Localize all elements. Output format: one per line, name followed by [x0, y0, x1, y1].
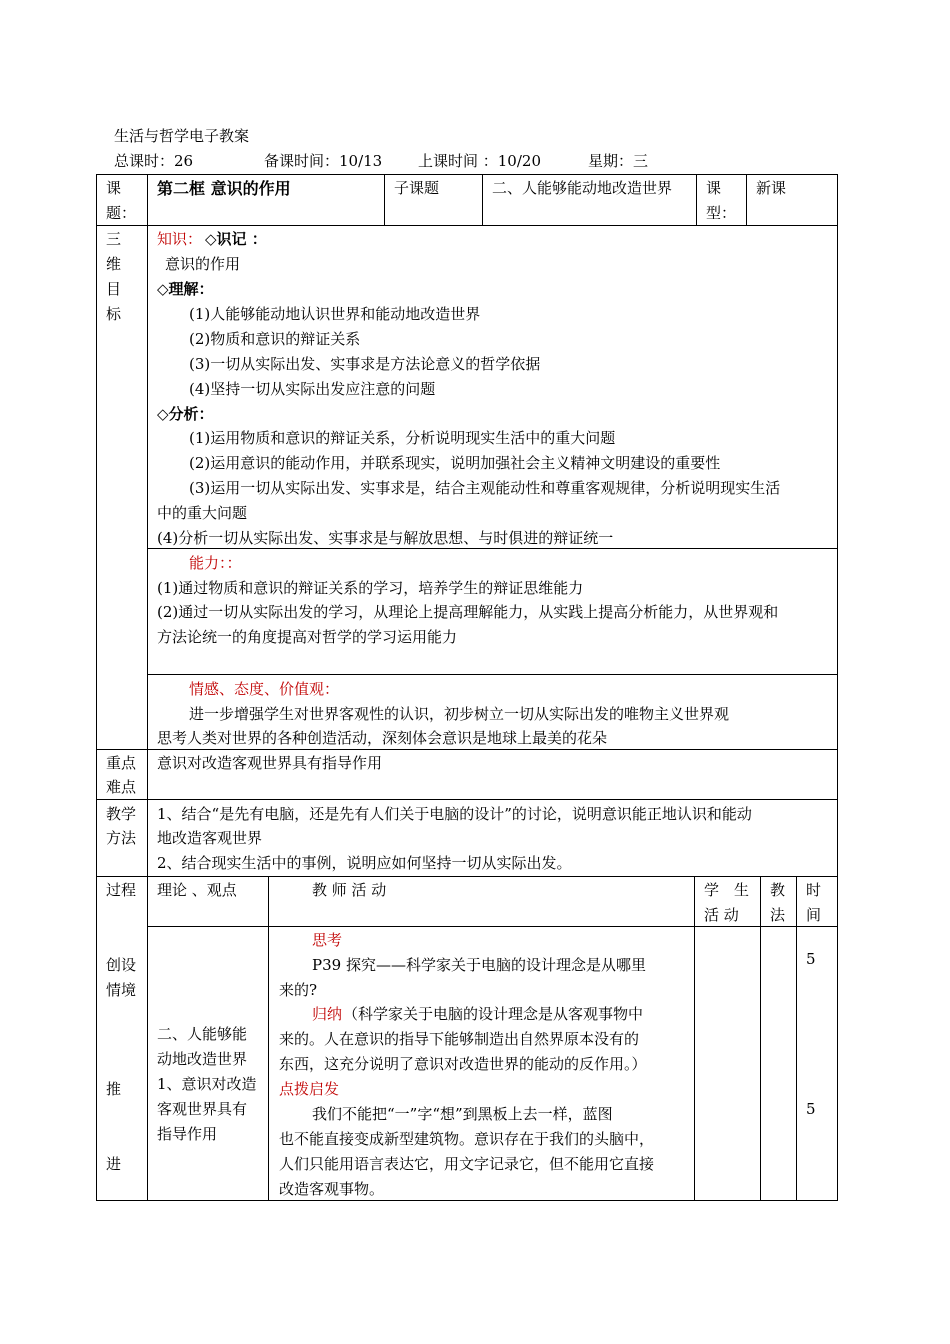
understand-item: (1)人能够能动地认识世界和能动地改造世界 [189, 305, 481, 323]
analyze-item: (4)分析一切从实际出发、实事求是与解放思想、与时俱进的辩证统一 [157, 529, 614, 547]
hint-line: 也不能直接变成新型建筑物。意识存在于我们的头脑中， [279, 1130, 655, 1148]
time-value: 5 [806, 1100, 816, 1118]
knowledge-label: 知识： [157, 230, 203, 248]
analyze-label: ◇分析： [157, 405, 214, 423]
stage-label: 创设 [106, 956, 137, 974]
key-points-label: 重点 [106, 754, 137, 772]
subtopic-label: 子课题 [394, 179, 440, 197]
summary-line: （科学家关于电脑的设计理念是从客观事物中 [343, 1005, 644, 1023]
header-meta [114, 149, 814, 173]
stage-label: 情境 [106, 981, 137, 999]
type-label: 课 [706, 179, 722, 197]
stage-label: 进 [106, 1155, 122, 1173]
theory-line: 动地改造世界 [157, 1050, 248, 1068]
weekday: 星期：三 [588, 152, 649, 170]
summary-line: 来的。人在意识的指导下能够制造出自然界原本没有的 [279, 1030, 640, 1048]
memorize-item: 意识的作用 [165, 255, 241, 273]
method-label: 教学 [106, 805, 137, 823]
think-label: 思考 [312, 931, 343, 949]
memorize-label: ◇识记 ： [205, 230, 267, 248]
class-time: 上课时间 ：10/20 [418, 152, 541, 170]
emotion-item: 思考人类对世界的各种创造活动，深刻体会意识是地球上最美的花朵 [157, 729, 608, 747]
stage-label: 推 [106, 1080, 122, 1098]
analyze-item: (3)运用一切从实际出发、实事求是，结合主观能动性和尊重客观规律，分析说明现实生活 [189, 479, 781, 497]
theory-header: 理论 、观点 [157, 881, 237, 899]
time-header: 时 [806, 881, 822, 899]
think-line: P39 探究——科学家关于电脑的设计理念是从哪里 [312, 956, 646, 974]
method-header-2: 法 [770, 906, 786, 924]
time-header-2: 间 [806, 906, 822, 924]
process-header: 过程 [106, 881, 137, 899]
ability-label: 能力：： [189, 554, 242, 572]
student-header-2: 活 动 [704, 906, 739, 924]
ability-item: 方法论统一的角度提高对哲学的学习运用能力 [157, 628, 458, 646]
prep-time: 备课时间：10/13 [264, 152, 383, 170]
summary-label: 归纳 [312, 1005, 343, 1023]
lesson-topic: 第二框 意识的作用 [157, 179, 291, 198]
understand-label: ◇理解： [157, 280, 214, 298]
method-line: 地改造客观世界 [157, 829, 263, 847]
think-line: 来的? [279, 981, 318, 999]
subtopic: 二、人能够能动地改造世界 [492, 179, 673, 197]
understand-item: (3)一切从实际出发、实事求是方法论意义的哲学依据 [189, 355, 541, 373]
hint-label: 点拨启发 [279, 1080, 340, 1098]
theory-line: 1、意识对改造 [157, 1075, 257, 1093]
method-label-2: 方法 [106, 829, 137, 847]
theory-line: 二、人能够能 [157, 1025, 248, 1043]
analyze-item: (1)运用物质和意识的辩证关系，分析说明现实生活中的重大问题 [189, 429, 616, 447]
emotion-item: 进一步增强学生对世界客观性的认识，初步树立一切从实际出发的唯物主义世界观 [189, 705, 730, 723]
doc-title: 生活与哲学电子教案 [114, 127, 250, 145]
hint-line: 改造客观事物。 [279, 1180, 385, 1198]
analyze-item: (2)运用意识的能动作用，并联系现实，说明加强社会主义精神文明建设的重要性 [189, 454, 721, 472]
topic-label: 课 [106, 179, 122, 197]
lesson-type: 新课 [756, 179, 787, 197]
type-label-2: 型： [706, 204, 737, 222]
method-header: 教 [770, 881, 786, 899]
student-header: 学 生 [704, 881, 750, 899]
emotion-label: 情感、态度、价值观： [189, 680, 340, 698]
topic-label-2: 题： [106, 204, 137, 222]
ability-item: (1)通过物质和意识的辩证关系的学习，培养学生的辩证思维能力 [157, 579, 584, 597]
time-value: 5 [806, 950, 816, 968]
summary-line: 东西，这充分说明了意识对改造世界的能动的反作用。） [279, 1055, 647, 1073]
teacher-header: 教 师 活 动 [312, 881, 387, 899]
key-points-label-2: 难点 [106, 778, 137, 796]
method-line: 2、结合现实生活中的事例，说明应如何坚持一切从实际出发。 [157, 854, 572, 872]
hint-line: 人们只能用语言表达它，用文字记录它，但不能用它直接 [279, 1155, 655, 1173]
hint-line: 我们不能把“一”字“想”到黑板上去一样，蓝图 [312, 1105, 613, 1123]
ability-item: (2)通过一切从实际出发的学习，从理论上提高理解能力，从实践上提高分析能力，从世界观和 [157, 603, 779, 621]
understand-item: (4)坚持一切从实际出发应注意的问题 [189, 380, 436, 398]
total-lessons: 总课时：26 [114, 152, 194, 170]
method-line: 1、结合“是先有电脑，还是先有人们关于电脑的设计”的讨论，说明意识能正地认识和能动 [157, 805, 752, 823]
analyze-item: 中的重大问题 [157, 504, 248, 522]
key-points-text: 意识对改造客观世界具有指导作用 [157, 754, 383, 772]
theory-line: 客观世界具有 [157, 1100, 248, 1118]
theory-line: 指导作用 [157, 1125, 218, 1143]
understand-item: (2)物质和意识的辩证关系 [189, 330, 361, 348]
